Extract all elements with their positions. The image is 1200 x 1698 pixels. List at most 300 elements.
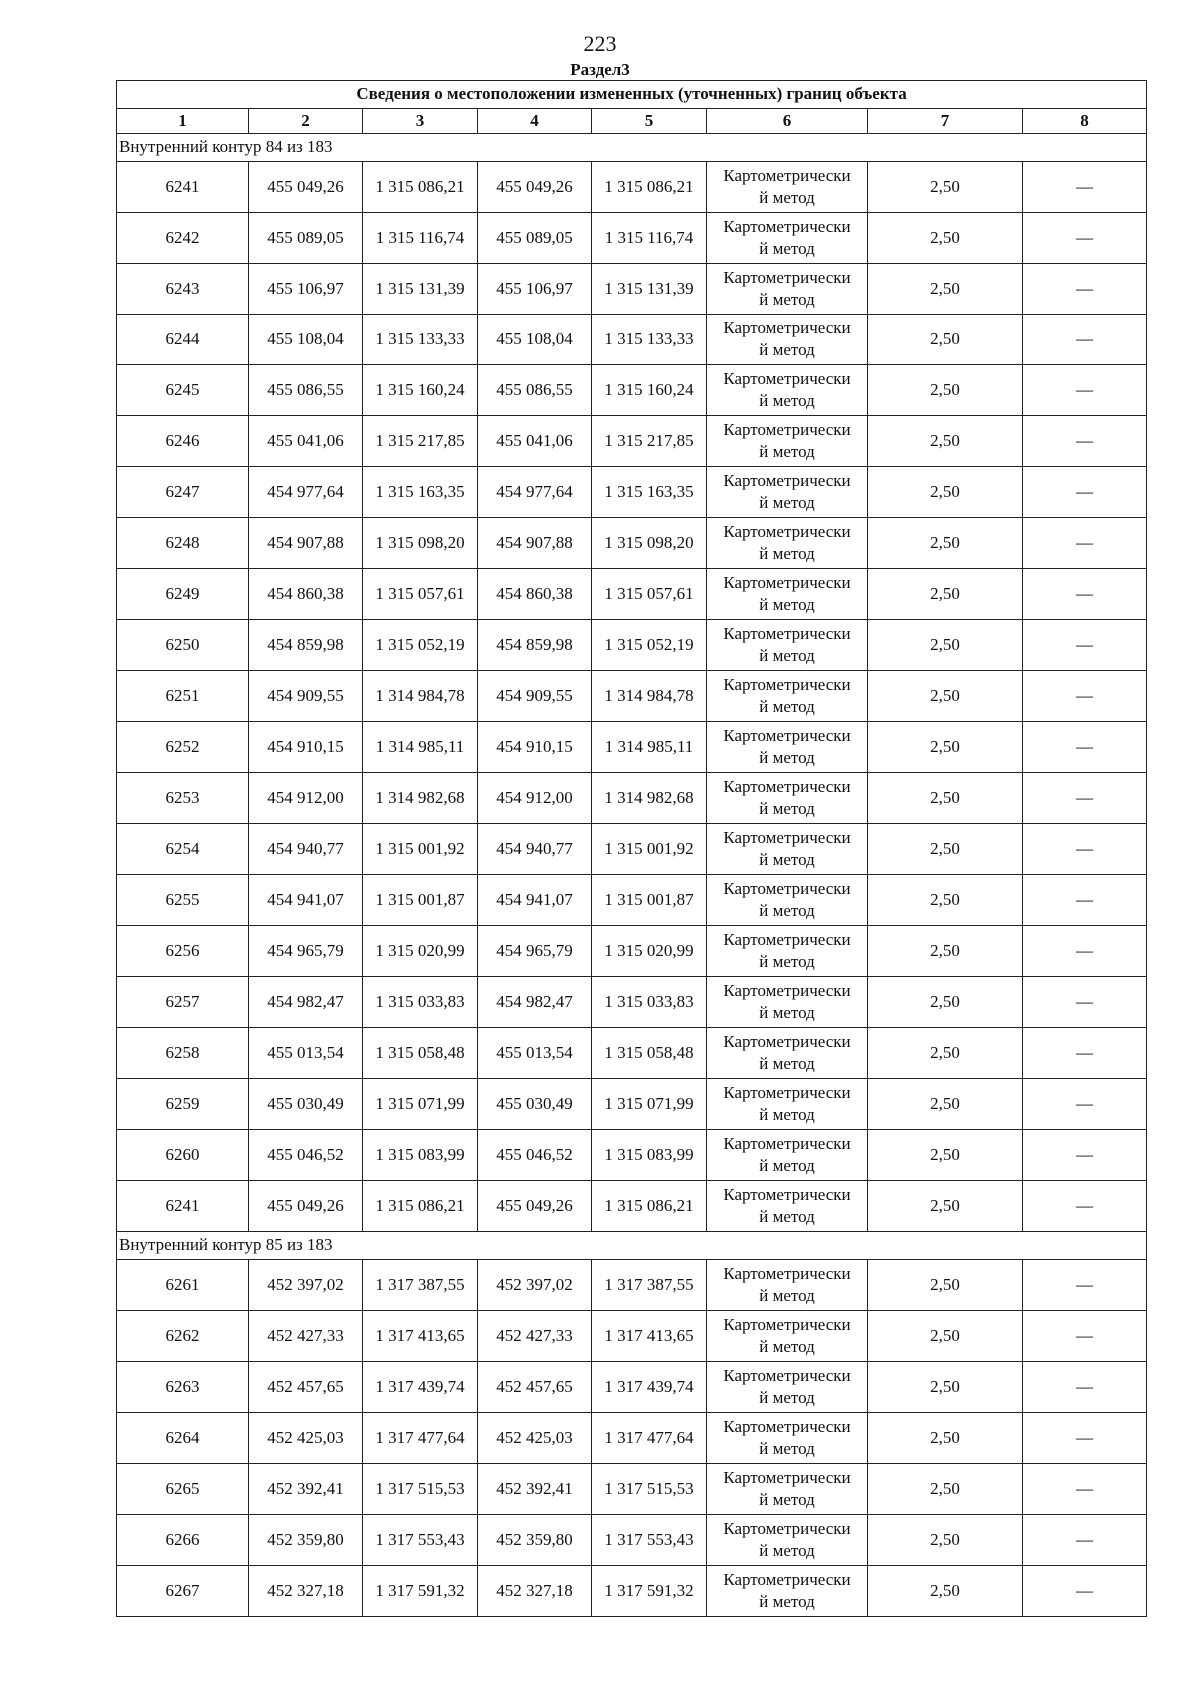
x-coordinate-new-cell: 455 049,26 <box>478 1181 592 1232</box>
point-number-cell: 6255 <box>117 875 249 926</box>
x-coordinate-new-cell: 455 049,26 <box>478 161 592 212</box>
point-number-cell: 6261 <box>117 1259 249 1310</box>
note-cell: — <box>1023 416 1147 467</box>
method-line-1: Картометрически <box>723 1083 851 1103</box>
method-cell <box>707 1259 868 1310</box>
point-number-cell: 6266 <box>117 1514 249 1565</box>
table-row <box>117 1181 1147 1232</box>
table-row <box>117 569 1147 620</box>
method-cell <box>707 1412 868 1463</box>
boundary-coordinates-table <box>116 80 1147 1617</box>
x-coordinate-cell: 452 397,02 <box>249 1259 363 1310</box>
point-number-cell: 6242 <box>117 212 249 263</box>
point-number-cell: 6263 <box>117 1361 249 1412</box>
column-number-row <box>117 108 1147 133</box>
y-coordinate-new-cell: 1 315 001,92 <box>592 824 707 875</box>
table-row <box>117 620 1147 671</box>
method-line-1: Картометрически <box>723 369 851 389</box>
method-cell <box>707 773 868 824</box>
y-coordinate-cell: 1 315 071,99 <box>363 1079 478 1130</box>
x-coordinate-cell: 452 392,41 <box>249 1463 363 1514</box>
accuracy-cell: 2,50 <box>868 1514 1023 1565</box>
x-coordinate-new-cell: 454 909,55 <box>478 671 592 722</box>
table-row <box>117 1079 1147 1130</box>
y-coordinate-new-cell: 1 315 057,61 <box>592 569 707 620</box>
method-cell <box>707 1463 868 1514</box>
x-coordinate-cell: 452 457,65 <box>249 1361 363 1412</box>
y-coordinate-cell: 1 315 163,35 <box>363 467 478 518</box>
method-line-1: Картометрически <box>723 267 851 287</box>
x-coordinate-new-cell: 454 982,47 <box>478 977 592 1028</box>
accuracy-cell: 2,50 <box>868 1181 1023 1232</box>
method-line-1: Картометрически <box>723 726 851 746</box>
y-coordinate-new-cell: 1 315 083,99 <box>592 1130 707 1181</box>
method-line-2: й метод <box>759 289 815 309</box>
table-row <box>117 1514 1147 1565</box>
x-coordinate-cell: 455 049,26 <box>249 1181 363 1232</box>
note-cell: — <box>1023 620 1147 671</box>
method-line-2: й метод <box>759 1105 815 1125</box>
y-coordinate-new-cell: 1 315 058,48 <box>592 1028 707 1079</box>
method-line-2: й метод <box>759 748 815 768</box>
method-line-2: й метод <box>759 238 815 258</box>
accuracy-cell: 2,50 <box>868 722 1023 773</box>
y-coordinate-cell: 1 315 057,61 <box>363 569 478 620</box>
note-cell: — <box>1023 314 1147 365</box>
y-coordinate-cell: 1 315 217,85 <box>363 416 478 467</box>
accuracy-cell: 2,50 <box>868 926 1023 977</box>
accuracy-cell: 2,50 <box>868 1412 1023 1463</box>
point-number-cell: 6259 <box>117 1079 249 1130</box>
accuracy-cell: 2,50 <box>868 1130 1023 1181</box>
method-line-2: й метод <box>759 697 815 717</box>
method-line-2: й метод <box>759 1156 815 1176</box>
point-number-cell: 6241 <box>117 1181 249 1232</box>
method-cell <box>707 416 868 467</box>
point-number-cell: 6265 <box>117 1463 249 1514</box>
accuracy-cell: 2,50 <box>868 161 1023 212</box>
y-coordinate-new-cell: 1 315 098,20 <box>592 518 707 569</box>
y-coordinate-cell: 1 317 387,55 <box>363 1259 478 1310</box>
point-number-cell: 6264 <box>117 1412 249 1463</box>
y-coordinate-new-cell: 1 317 413,65 <box>592 1310 707 1361</box>
note-cell: — <box>1023 824 1147 875</box>
x-coordinate-cell: 452 327,18 <box>249 1565 363 1616</box>
method-line-2: й метод <box>759 646 815 666</box>
note-cell: — <box>1023 212 1147 263</box>
column-number: 8 <box>1023 108 1147 133</box>
method-cell <box>707 1181 868 1232</box>
point-number-cell: 6245 <box>117 365 249 416</box>
method-line-2: й метод <box>759 595 815 615</box>
method-cell <box>707 1514 868 1565</box>
method-cell <box>707 977 868 1028</box>
point-number-cell: 6250 <box>117 620 249 671</box>
x-coordinate-cell: 455 089,05 <box>249 212 363 263</box>
accuracy-cell: 2,50 <box>868 467 1023 518</box>
point-number-cell: 6252 <box>117 722 249 773</box>
method-line-1: Картометрически <box>723 1314 851 1334</box>
table-row <box>117 1463 1147 1514</box>
note-cell: — <box>1023 467 1147 518</box>
method-line-2: й метод <box>759 1285 815 1305</box>
column-number: 5 <box>592 108 707 133</box>
x-coordinate-new-cell: 455 030,49 <box>478 1079 592 1130</box>
method-line-2: й метод <box>759 799 815 819</box>
accuracy-cell: 2,50 <box>868 824 1023 875</box>
y-coordinate-new-cell: 1 315 020,99 <box>592 926 707 977</box>
y-coordinate-cell: 1 317 553,43 <box>363 1514 478 1565</box>
method-cell <box>707 263 868 314</box>
y-coordinate-cell: 1 317 413,65 <box>363 1310 478 1361</box>
method-cell <box>707 1565 868 1616</box>
y-coordinate-new-cell: 1 314 984,78 <box>592 671 707 722</box>
method-cell <box>707 365 868 416</box>
contour-header-row <box>117 1232 1147 1260</box>
point-number-cell: 6267 <box>117 1565 249 1616</box>
y-coordinate-cell: 1 315 083,99 <box>363 1130 478 1181</box>
method-line-2: й метод <box>759 340 815 360</box>
table-row <box>117 1565 1147 1616</box>
y-coordinate-cell: 1 315 086,21 <box>363 161 478 212</box>
y-coordinate-new-cell: 1 317 439,74 <box>592 1361 707 1412</box>
y-coordinate-cell: 1 315 033,83 <box>363 977 478 1028</box>
y-coordinate-new-cell: 1 317 477,64 <box>592 1412 707 1463</box>
note-cell: — <box>1023 1412 1147 1463</box>
table-row <box>117 875 1147 926</box>
accuracy-cell: 2,50 <box>868 1079 1023 1130</box>
method-line-1: Картометрически <box>723 318 851 338</box>
point-number-cell: 6247 <box>117 467 249 518</box>
point-number-cell: 6256 <box>117 926 249 977</box>
note-cell: — <box>1023 1079 1147 1130</box>
x-coordinate-cell: 452 425,03 <box>249 1412 363 1463</box>
y-coordinate-new-cell: 1 315 116,74 <box>592 212 707 263</box>
method-cell <box>707 1028 868 1079</box>
x-coordinate-new-cell: 455 106,97 <box>478 263 592 314</box>
note-cell: — <box>1023 1130 1147 1181</box>
y-coordinate-cell: 1 315 001,87 <box>363 875 478 926</box>
point-number-cell: 6260 <box>117 1130 249 1181</box>
note-cell: — <box>1023 1514 1147 1565</box>
x-coordinate-new-cell: 454 910,15 <box>478 722 592 773</box>
contour-header-row <box>117 134 1147 162</box>
y-coordinate-new-cell: 1 315 052,19 <box>592 620 707 671</box>
accuracy-cell: 2,50 <box>868 1361 1023 1412</box>
method-cell <box>707 161 868 212</box>
y-coordinate-cell: 1 315 058,48 <box>363 1028 478 1079</box>
method-cell <box>707 875 868 926</box>
accuracy-cell: 2,50 <box>868 212 1023 263</box>
table-row <box>117 1361 1147 1412</box>
table-row <box>117 161 1147 212</box>
x-coordinate-new-cell: 455 046,52 <box>478 1130 592 1181</box>
page-number: 223 <box>583 31 617 56</box>
point-number-cell: 6248 <box>117 518 249 569</box>
table-row <box>117 671 1147 722</box>
table-row <box>117 416 1147 467</box>
x-coordinate-new-cell: 454 859,98 <box>478 620 592 671</box>
y-coordinate-cell: 1 317 477,64 <box>363 1412 478 1463</box>
method-line-2: й метод <box>759 1387 815 1407</box>
x-coordinate-cell: 454 965,79 <box>249 926 363 977</box>
table-row <box>117 1130 1147 1181</box>
method-cell <box>707 467 868 518</box>
y-coordinate-new-cell: 1 315 086,21 <box>592 161 707 212</box>
y-coordinate-cell: 1 315 052,19 <box>363 620 478 671</box>
note-cell: — <box>1023 1361 1147 1412</box>
x-coordinate-cell: 454 977,64 <box>249 467 363 518</box>
method-line-1: Картометрически <box>723 1032 851 1052</box>
column-number: 6 <box>707 108 868 133</box>
y-coordinate-cell: 1 314 985,11 <box>363 722 478 773</box>
y-coordinate-new-cell: 1 315 131,39 <box>592 263 707 314</box>
method-line-1: Картометрически <box>723 216 851 236</box>
accuracy-cell: 2,50 <box>868 977 1023 1028</box>
x-coordinate-cell: 455 013,54 <box>249 1028 363 1079</box>
x-coordinate-new-cell: 455 086,55 <box>478 365 592 416</box>
x-coordinate-cell: 454 941,07 <box>249 875 363 926</box>
method-line-1: Картометрически <box>723 930 851 950</box>
method-cell <box>707 518 868 569</box>
method-line-2: й метод <box>759 1489 815 1509</box>
x-coordinate-new-cell: 452 427,33 <box>478 1310 592 1361</box>
y-coordinate-cell: 1 314 984,78 <box>363 671 478 722</box>
accuracy-cell: 2,50 <box>868 1565 1023 1616</box>
y-coordinate-new-cell: 1 315 071,99 <box>592 1079 707 1130</box>
note-cell: — <box>1023 722 1147 773</box>
method-line-2: й метод <box>759 391 815 411</box>
x-coordinate-new-cell: 454 965,79 <box>478 926 592 977</box>
accuracy-cell: 2,50 <box>868 314 1023 365</box>
table-row <box>117 212 1147 263</box>
table-row <box>117 824 1147 875</box>
accuracy-cell: 2,50 <box>868 518 1023 569</box>
method-line-1: Картометрически <box>723 1569 851 1589</box>
x-coordinate-cell: 455 108,04 <box>249 314 363 365</box>
method-cell <box>707 212 868 263</box>
method-cell <box>707 671 868 722</box>
method-line-1: Картометрически <box>723 675 851 695</box>
y-coordinate-cell: 1 315 160,24 <box>363 365 478 416</box>
y-coordinate-new-cell: 1 315 133,33 <box>592 314 707 365</box>
method-line-2: й метод <box>759 952 815 972</box>
method-line-1: Картометрически <box>723 573 851 593</box>
column-number: 4 <box>478 108 592 133</box>
y-coordinate-new-cell: 1 314 982,68 <box>592 773 707 824</box>
table-row <box>117 365 1147 416</box>
method-line-2: й метод <box>759 1054 815 1074</box>
y-coordinate-cell: 1 314 982,68 <box>363 773 478 824</box>
point-number-cell: 6254 <box>117 824 249 875</box>
method-line-1: Картометрически <box>723 879 851 899</box>
y-coordinate-new-cell: 1 317 553,43 <box>592 1514 707 1565</box>
contour-label: Внутренний контур 85 из 183 <box>117 1232 1147 1260</box>
method-line-2: й метод <box>759 1207 815 1227</box>
note-cell: — <box>1023 773 1147 824</box>
accuracy-cell: 2,50 <box>868 773 1023 824</box>
y-coordinate-new-cell: 1 315 160,24 <box>592 365 707 416</box>
accuracy-cell: 2,50 <box>868 1310 1023 1361</box>
method-line-1: Картометрически <box>723 828 851 848</box>
x-coordinate-new-cell: 452 392,41 <box>478 1463 592 1514</box>
method-cell <box>707 569 868 620</box>
y-coordinate-new-cell: 1 315 217,85 <box>592 416 707 467</box>
x-coordinate-new-cell: 455 108,04 <box>478 314 592 365</box>
x-coordinate-new-cell: 454 912,00 <box>478 773 592 824</box>
method-line-2: й метод <box>759 493 815 513</box>
method-line-2: й метод <box>759 442 815 462</box>
method-line-2: й метод <box>759 850 815 870</box>
accuracy-cell: 2,50 <box>868 1028 1023 1079</box>
y-coordinate-cell: 1 317 439,74 <box>363 1361 478 1412</box>
y-coordinate-cell: 1 315 098,20 <box>363 518 478 569</box>
method-line-1: Картометрически <box>723 1263 851 1283</box>
table-row <box>117 926 1147 977</box>
method-line-1: Картометрически <box>723 420 851 440</box>
y-coordinate-new-cell: 1 315 033,83 <box>592 977 707 1028</box>
table-caption-row <box>117 81 1147 109</box>
method-line-1: Картометрически <box>723 1134 851 1154</box>
y-coordinate-cell: 1 317 591,32 <box>363 1565 478 1616</box>
section-title: Раздел3 <box>570 60 630 79</box>
accuracy-cell: 2,50 <box>868 416 1023 467</box>
x-coordinate-new-cell: 455 013,54 <box>478 1028 592 1079</box>
y-coordinate-new-cell: 1 315 001,87 <box>592 875 707 926</box>
accuracy-cell: 2,50 <box>868 365 1023 416</box>
note-cell: — <box>1023 1181 1147 1232</box>
x-coordinate-cell: 454 907,88 <box>249 518 363 569</box>
method-cell <box>707 1079 868 1130</box>
x-coordinate-new-cell: 454 977,64 <box>478 467 592 518</box>
method-cell <box>707 1310 868 1361</box>
x-coordinate-new-cell: 454 941,07 <box>478 875 592 926</box>
note-cell: — <box>1023 977 1147 1028</box>
x-coordinate-cell: 454 859,98 <box>249 620 363 671</box>
method-line-2: й метод <box>759 1003 815 1023</box>
point-number-cell: 6257 <box>117 977 249 1028</box>
method-line-1: Картометрически <box>723 522 851 542</box>
method-line-1: Картометрически <box>723 1185 851 1205</box>
table-row <box>117 977 1147 1028</box>
point-number-cell: 6243 <box>117 263 249 314</box>
point-number-cell: 6246 <box>117 416 249 467</box>
column-number: 7 <box>868 108 1023 133</box>
x-coordinate-cell: 454 860,38 <box>249 569 363 620</box>
accuracy-cell: 2,50 <box>868 875 1023 926</box>
accuracy-cell: 2,50 <box>868 620 1023 671</box>
table-row <box>117 773 1147 824</box>
method-line-2: й метод <box>759 1540 815 1560</box>
accuracy-cell: 2,50 <box>868 1259 1023 1310</box>
x-coordinate-cell: 454 982,47 <box>249 977 363 1028</box>
note-cell: — <box>1023 926 1147 977</box>
note-cell: — <box>1023 518 1147 569</box>
column-number: 2 <box>249 108 363 133</box>
point-number-cell: 6249 <box>117 569 249 620</box>
x-coordinate-cell: 455 049,26 <box>249 161 363 212</box>
y-coordinate-cell: 1 315 116,74 <box>363 212 478 263</box>
x-coordinate-cell: 455 030,49 <box>249 1079 363 1130</box>
y-coordinate-cell: 1 315 020,99 <box>363 926 478 977</box>
point-number-cell: 6241 <box>117 161 249 212</box>
y-coordinate-cell: 1 317 515,53 <box>363 1463 478 1514</box>
x-coordinate-cell: 454 940,77 <box>249 824 363 875</box>
table-row <box>117 314 1147 365</box>
column-number: 3 <box>363 108 478 133</box>
x-coordinate-new-cell: 454 907,88 <box>478 518 592 569</box>
contour-label: Внутренний контур 84 из 183 <box>117 134 1147 162</box>
note-cell: — <box>1023 1028 1147 1079</box>
x-coordinate-cell: 454 909,55 <box>249 671 363 722</box>
x-coordinate-new-cell: 455 089,05 <box>478 212 592 263</box>
note-cell: — <box>1023 671 1147 722</box>
x-coordinate-new-cell: 454 940,77 <box>478 824 592 875</box>
table-caption: Сведения о местоположении измененных (уточненных) границ объекта <box>117 81 1147 109</box>
x-coordinate-cell: 452 359,80 <box>249 1514 363 1565</box>
method-cell <box>707 314 868 365</box>
note-cell: — <box>1023 1565 1147 1616</box>
column-number: 1 <box>117 108 249 133</box>
note-cell: — <box>1023 1463 1147 1514</box>
method-cell <box>707 926 868 977</box>
x-coordinate-new-cell: 452 359,80 <box>478 1514 592 1565</box>
method-line-2: й метод <box>759 544 815 564</box>
note-cell: — <box>1023 1310 1147 1361</box>
point-number-cell: 6253 <box>117 773 249 824</box>
point-number-cell: 6262 <box>117 1310 249 1361</box>
method-line-1: Картометрически <box>723 165 851 185</box>
x-coordinate-cell: 455 086,55 <box>249 365 363 416</box>
note-cell: — <box>1023 1259 1147 1310</box>
method-line-1: Картометрически <box>723 1467 851 1487</box>
x-coordinate-new-cell: 455 041,06 <box>478 416 592 467</box>
method-cell <box>707 1361 868 1412</box>
method-cell <box>707 620 868 671</box>
point-number-cell: 6258 <box>117 1028 249 1079</box>
x-coordinate-new-cell: 452 327,18 <box>478 1565 592 1616</box>
x-coordinate-cell: 455 041,06 <box>249 416 363 467</box>
accuracy-cell: 2,50 <box>868 263 1023 314</box>
table-row <box>117 722 1147 773</box>
accuracy-cell: 2,50 <box>868 671 1023 722</box>
method-line-1: Картометрически <box>723 981 851 1001</box>
method-line-2: й метод <box>759 901 815 921</box>
note-cell: — <box>1023 875 1147 926</box>
y-coordinate-new-cell: 1 317 387,55 <box>592 1259 707 1310</box>
point-number-cell: 6251 <box>117 671 249 722</box>
y-coordinate-cell: 1 315 086,21 <box>363 1181 478 1232</box>
x-coordinate-new-cell: 452 457,65 <box>478 1361 592 1412</box>
y-coordinate-new-cell: 1 315 163,35 <box>592 467 707 518</box>
table-row <box>117 1310 1147 1361</box>
method-line-1: Картометрически <box>723 471 851 491</box>
y-coordinate-new-cell: 1 314 985,11 <box>592 722 707 773</box>
x-coordinate-cell: 455 046,52 <box>249 1130 363 1181</box>
method-line-1: Картометрически <box>723 624 851 644</box>
table-row <box>117 1259 1147 1310</box>
method-line-2: й метод <box>759 1438 815 1458</box>
method-cell <box>707 1130 868 1181</box>
method-line-1: Картометрически <box>723 777 851 797</box>
x-coordinate-cell: 452 427,33 <box>249 1310 363 1361</box>
method-line-1: Картометрически <box>723 1365 851 1385</box>
method-line-1: Картометрически <box>723 1416 851 1436</box>
x-coordinate-cell: 454 910,15 <box>249 722 363 773</box>
table-row <box>117 467 1147 518</box>
x-coordinate-new-cell: 452 397,02 <box>478 1259 592 1310</box>
table-row <box>117 1412 1147 1463</box>
